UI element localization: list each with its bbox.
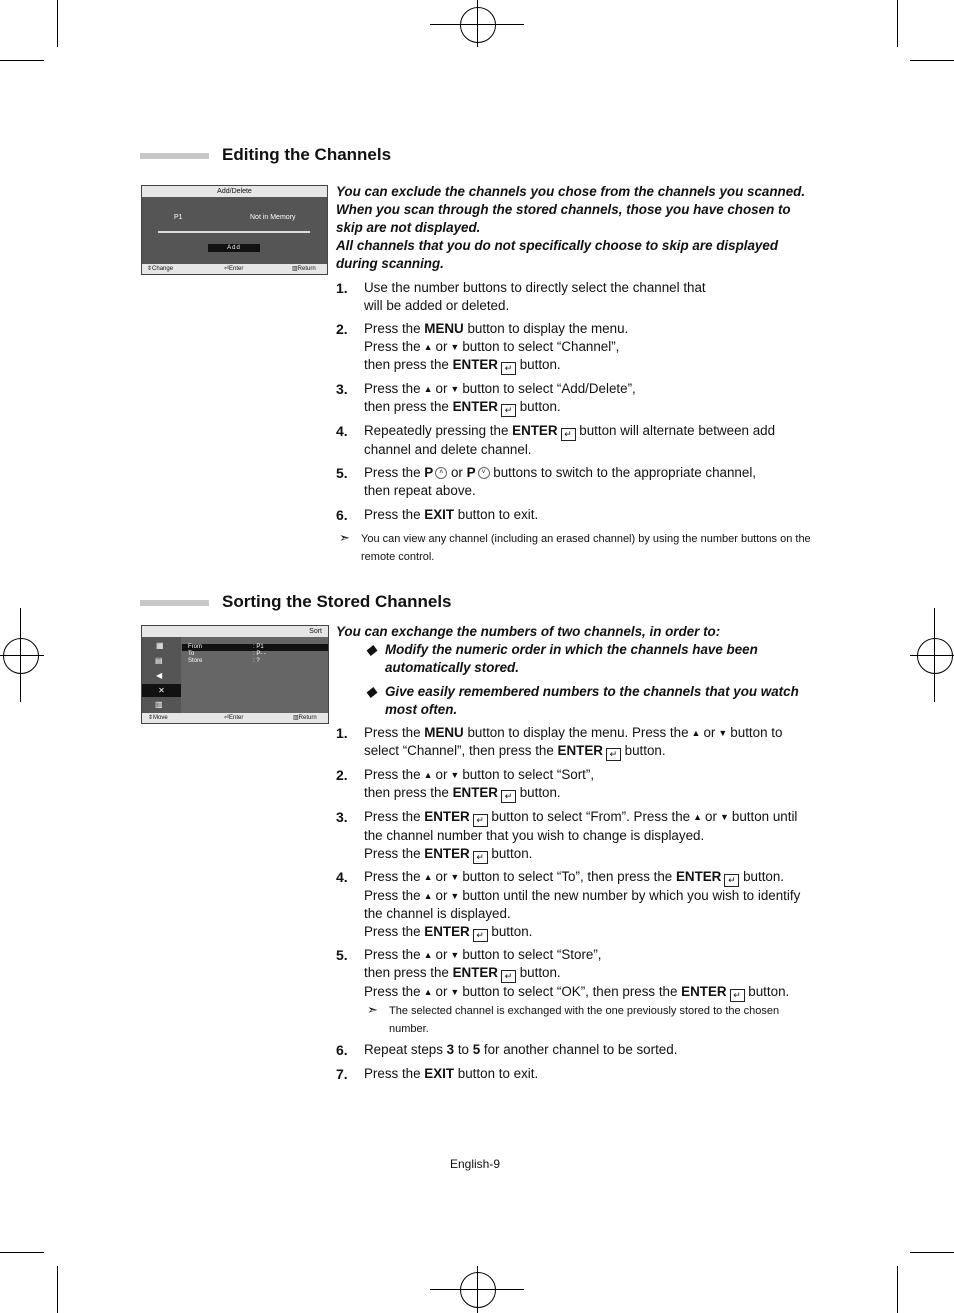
crop-mark xyxy=(57,0,58,47)
down-arrow-icon: ▼ xyxy=(450,891,460,901)
osd-row-value: : P1 xyxy=(253,644,264,650)
osd-add-button: Add xyxy=(208,244,260,252)
up-arrow-icon: ▲ xyxy=(423,342,433,352)
osd-title-bar xyxy=(142,186,327,197)
up-arrow-icon: ▲ xyxy=(423,950,433,960)
osd-footer: ⇕Move ⏎Enter ▥Return xyxy=(142,713,328,723)
section-title: Editing the Channels xyxy=(222,145,392,164)
enter-icon: ↵ xyxy=(501,362,516,375)
enter-icon: ↵ xyxy=(501,404,516,417)
enter-icon: ↵ xyxy=(561,428,576,441)
step-item: 6. Press the EXIT button to exit. xyxy=(336,507,539,523)
registration-line xyxy=(0,655,44,656)
step-item: 5. Press the P ˄ or P ˅ buttons to switch to the appropriate channel, then repeat above. xyxy=(336,465,757,498)
osd-divider xyxy=(158,231,310,233)
input-icon: ▥ xyxy=(155,700,163,709)
channel-menu-icon: ▤ xyxy=(155,656,163,665)
up-arrow-icon: ▲ xyxy=(423,384,433,394)
channel-down-icon: ˅ xyxy=(478,467,490,479)
osd-screen-add-delete xyxy=(141,185,328,275)
crop-mark xyxy=(57,1266,58,1313)
registration-mark xyxy=(917,638,953,674)
osd-title: Sort xyxy=(309,628,322,635)
crop-mark xyxy=(0,60,44,61)
picture-icon: ▦ xyxy=(156,641,164,650)
enter-icon: ↵ xyxy=(473,851,488,864)
down-arrow-icon: ▼ xyxy=(718,728,728,738)
intro-text: You can exclude the channels you chose from the channels you scanned. When you scan through the stored channels, those you have chosen to skip are not displayed. All channels that you do not specifically choose to skip are displayed during scanning. xyxy=(336,184,806,271)
enter-icon: ↵ xyxy=(473,814,488,827)
crop-mark xyxy=(897,1266,898,1313)
osd-footer-change: Change xyxy=(152,266,174,272)
osd-title-bar xyxy=(142,626,328,637)
note-arrow-icon: ➣ xyxy=(367,1002,378,1017)
step-item: 4. Press the ▲ or ▼ button to select “To”, then press the ENTER ↵ button. Press the ▲ or ▼ button until the new number by which you wish to identify the channel is displayed. Press the ENTER ↵ button. xyxy=(336,869,801,940)
osd-row-label: Store xyxy=(188,658,203,664)
enter-icon: ↵ xyxy=(730,989,745,1002)
setup-icon-selected: ✕ xyxy=(142,684,181,697)
step-item: 6. Repeat steps 3 to 5 for another channel to be sorted. xyxy=(336,1042,678,1058)
registration-line xyxy=(477,1266,478,1313)
step-item: 1. Press the MENU button to display the menu. Press the ▲ or ▼ button to select “Channel”, then press the ENTER ↵ button. xyxy=(336,725,783,759)
registration-line xyxy=(934,608,935,702)
step-item: 2. Press the MENU button to display the menu. Press the ▲ or ▼ button to select “Channel”, then press the ENTER ↵ button. xyxy=(336,321,629,373)
up-arrow-icon: ▲ xyxy=(693,812,703,822)
sound-icon: ◀ xyxy=(156,671,163,680)
page-number: English-9 xyxy=(450,1157,501,1171)
osd-title: Add/Delete xyxy=(217,188,252,195)
enter-icon: ↵ xyxy=(606,748,621,761)
step-item: 2. Press the ▲ or ▼ button to select “Sort”, then press the ENTER ↵ button. xyxy=(336,767,595,801)
down-arrow-icon: ▼ xyxy=(450,987,460,997)
step-item: 7. Press the EXIT button to exit. xyxy=(336,1066,539,1082)
enter-icon: ↵ xyxy=(724,874,739,887)
osd-footer: ⇕Change ⏎Enter ▥Return xyxy=(142,264,327,274)
note: ➣ The selected channel is exchanged with the one previously stored to the chosen number. xyxy=(367,1002,780,1035)
step-item: 3. Press the ▲ or ▼ button to select “Add/Delete”, then press the ENTER ↵ button. xyxy=(336,381,636,415)
up-arrow-icon: ▲ xyxy=(423,891,433,901)
osd-row-label: To xyxy=(188,651,195,657)
crop-mark xyxy=(897,0,898,47)
enter-icon: ↵ xyxy=(473,929,488,942)
up-arrow-icon: ▲ xyxy=(691,728,701,738)
down-arrow-icon: ▼ xyxy=(450,770,460,780)
down-arrow-icon: ▼ xyxy=(450,950,460,960)
registration-mark xyxy=(460,7,496,43)
crop-mark xyxy=(910,1252,954,1253)
note-arrow-icon: ➣ xyxy=(339,530,350,545)
registration-line xyxy=(20,608,21,702)
crop-mark xyxy=(0,1252,44,1253)
enter-icon: ↵ xyxy=(501,970,516,983)
intro-text: You can exchange the numbers of two channels, in order to: xyxy=(336,624,721,639)
section-bar xyxy=(140,600,209,606)
registration-mark xyxy=(460,1272,496,1308)
bullet-item: ◆ Give easily remembered numbers to the channels that you watch most often. xyxy=(366,684,799,717)
down-arrow-icon: ▼ xyxy=(450,342,460,352)
osd-channel: P1 xyxy=(174,214,183,221)
diamond-bullet-icon: ◆ xyxy=(366,684,377,699)
enter-icon: ↵ xyxy=(501,790,516,803)
osd-screen-sort xyxy=(141,625,329,724)
down-arrow-icon: ▼ xyxy=(719,812,729,822)
up-arrow-icon: ▲ xyxy=(423,770,433,780)
note: ➣ You can view any channel (including an erased channel) by using the number buttons on the remote control. xyxy=(339,530,811,563)
bullet-item: ◆ Modify the numeric order in which the channels have been automatically stored. xyxy=(366,642,758,675)
step-item: 3. Press the ENTER ↵ button to select “From”. Press the ▲ or ▼ button until the channel number that you wish to change is displayed. Press the ENTER ↵ button. xyxy=(336,809,798,862)
osd-footer-return: Return xyxy=(297,266,316,272)
up-arrow-icon: ▲ xyxy=(423,872,433,882)
osd-status: Not in Memory xyxy=(250,214,296,221)
osd-row-value: : ? xyxy=(253,658,260,664)
step-item: 5. Press the ▲ or ▼ button to select “Store”, then press the ENTER ↵ button. Press the ▲ or ▼ button to select “OK”, then press the ENTER ↵ button. xyxy=(336,947,790,1000)
crop-mark xyxy=(910,60,954,61)
up-arrow-icon: ▲ xyxy=(423,987,433,997)
diamond-bullet-icon: ◆ xyxy=(366,642,377,657)
registration-line xyxy=(477,0,478,47)
section-bar xyxy=(140,153,209,159)
section-title: Sorting the Stored Channels xyxy=(222,592,452,611)
step-item: 4. Repeatedly pressing the ENTER ↵ button will alternate between add channel and delete channel. xyxy=(336,423,776,457)
registration-line xyxy=(910,655,954,656)
osd-footer-move: Move xyxy=(153,715,168,721)
osd-footer-enter: Enter xyxy=(229,266,244,272)
step-item: 1. Use the number buttons to directly select the channel that will be added or deleted. xyxy=(336,280,706,313)
osd-row-label: From xyxy=(188,644,202,650)
registration-mark xyxy=(3,638,39,674)
osd-footer-return: Return xyxy=(298,715,317,721)
osd-menu-column xyxy=(142,637,181,713)
down-arrow-icon: ▼ xyxy=(450,872,460,882)
down-arrow-icon: ▼ xyxy=(450,384,460,394)
channel-up-icon: ˄ xyxy=(435,467,447,479)
osd-row-value: : P- - xyxy=(253,651,266,657)
osd-footer-enter: Enter xyxy=(229,715,244,721)
